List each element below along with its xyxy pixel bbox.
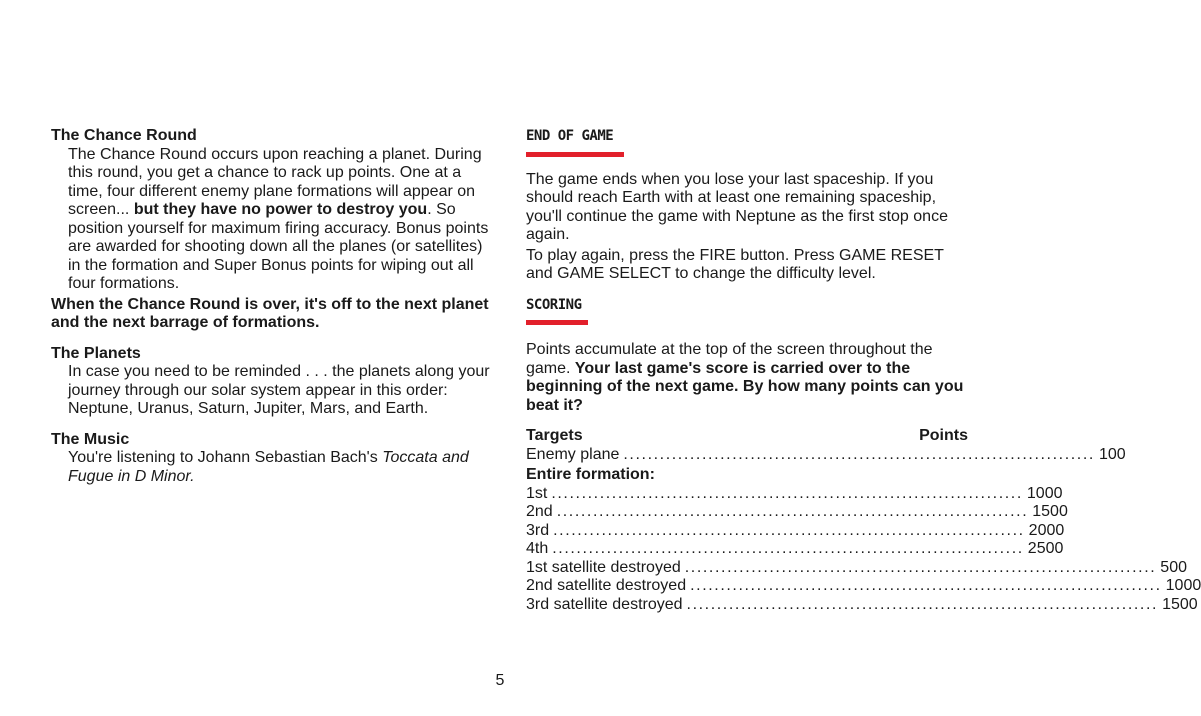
page-number: 5 <box>495 672 505 689</box>
dot-leader: .............................................................................. <box>623 445 1095 463</box>
target-points: 100 <box>1098 445 1126 463</box>
music-text <box>51 449 496 486</box>
target-label: 3rd <box>526 521 550 539</box>
music-heading: The Music <box>51 430 130 448</box>
table-row <box>526 445 1126 465</box>
chance-round-p1-end: . So position yourself for maximum firing accuracy. Bonus points are awarded for shooting down all the planes (or satellites) in the formation and Super Bonus points for wiping out all four formations. <box>68 201 489 292</box>
dot-leader: .............................................................................. <box>686 595 1159 613</box>
dot-leader: .............................................................................. <box>552 540 1024 557</box>
end-of-game-heading: END OF GAME <box>526 128 614 144</box>
planets-heading: The Planets <box>51 344 141 362</box>
planets-text: In case you need to be reminded . . . the planets along your journey through our solar system appear in this order: Neptune, Uranus, Saturn, Jupiter, Mars, and Earth. <box>68 363 490 417</box>
scoring-text-body: Points accumulate at the top of the screen throughout the game. <box>526 341 933 377</box>
target-points: 1500 <box>1032 503 1068 520</box>
table-row <box>526 521 1065 541</box>
table-row <box>526 484 1063 504</box>
scoring-text <box>526 341 968 415</box>
dot-leader: .............................................................................. <box>690 577 1162 594</box>
music-text-body: You're listening to Johann Sebastian Bach's <box>68 449 383 466</box>
target-points: 1000 <box>1165 577 1201 594</box>
dot-leader: .............................................................................. <box>556 503 1029 520</box>
target-label: 1st <box>526 484 548 502</box>
points-table <box>526 427 1201 614</box>
chance-round-heading: The Chance Round <box>51 127 197 144</box>
dot-leader: .............................................................................. <box>551 484 1023 502</box>
target-label: 1st satellite destroyed <box>526 558 681 576</box>
target-label: 3rd satellite destroyed <box>526 595 683 613</box>
music-title: Toccata and Fugue in D Minor. <box>68 449 469 485</box>
chance-round-over: When the Chance Round is over, it's off to the next planet and the next barrage of formations. <box>51 295 489 331</box>
points-column-header: Points <box>919 427 968 444</box>
target-points: 500 <box>1160 558 1187 576</box>
chance-round-text <box>51 146 496 294</box>
chance-round-ellipsis: ... <box>116 201 130 218</box>
end-of-game-text: The game ends when you lose your last spaceship. If you should reach Earth with at least one remaining spaceship, you'll continue the game with Neptune as the first stop once again. <box>526 170 948 243</box>
target-label: 4th <box>526 540 549 557</box>
target-label: 2nd <box>526 503 553 520</box>
target-points: 1000 <box>1026 484 1063 502</box>
dot-leader: .............................................................................. <box>684 558 1157 576</box>
table-row <box>526 503 1068 522</box>
right-column <box>526 127 1201 614</box>
dot-leader: .............................................................................. <box>553 521 1025 539</box>
target-label: Enemy plane <box>526 445 620 463</box>
target-points: 1500 <box>1162 595 1198 613</box>
scoring-text-bold: Your last game's score is carried over to the beginning of the next game. By how many points can you beat it? <box>526 359 964 414</box>
end-of-game-underline <box>526 152 624 157</box>
scoring-heading: SCORING <box>526 296 582 313</box>
target-points: 2500 <box>1027 540 1064 557</box>
target-points: 2000 <box>1028 521 1065 539</box>
table-row <box>526 540 1064 559</box>
table-row <box>526 595 1198 615</box>
table-row <box>526 577 1201 596</box>
points-table-header <box>526 427 968 446</box>
formation-heading: Entire formation: <box>526 466 655 483</box>
chance-round-p1: The Chance Round occurs upon reaching a planet. During this round, you get a chance to rack up points. One at a time, four different enemy plane formations will appear on screen <box>68 145 482 218</box>
table-row <box>526 558 1187 578</box>
target-label: 2nd satellite destroyed <box>526 577 687 594</box>
formation-rows <box>526 484 1201 615</box>
targets-column-header: Targets <box>526 427 583 444</box>
chance-round-bold: but they have no power to destroy you <box>133 201 428 218</box>
play-again-text: To play again, press the FIRE button. Press GAME RESET and GAME SELECT to change the difficulty level. <box>526 246 944 282</box>
scoring-underline <box>526 320 588 325</box>
left-column <box>51 127 496 486</box>
